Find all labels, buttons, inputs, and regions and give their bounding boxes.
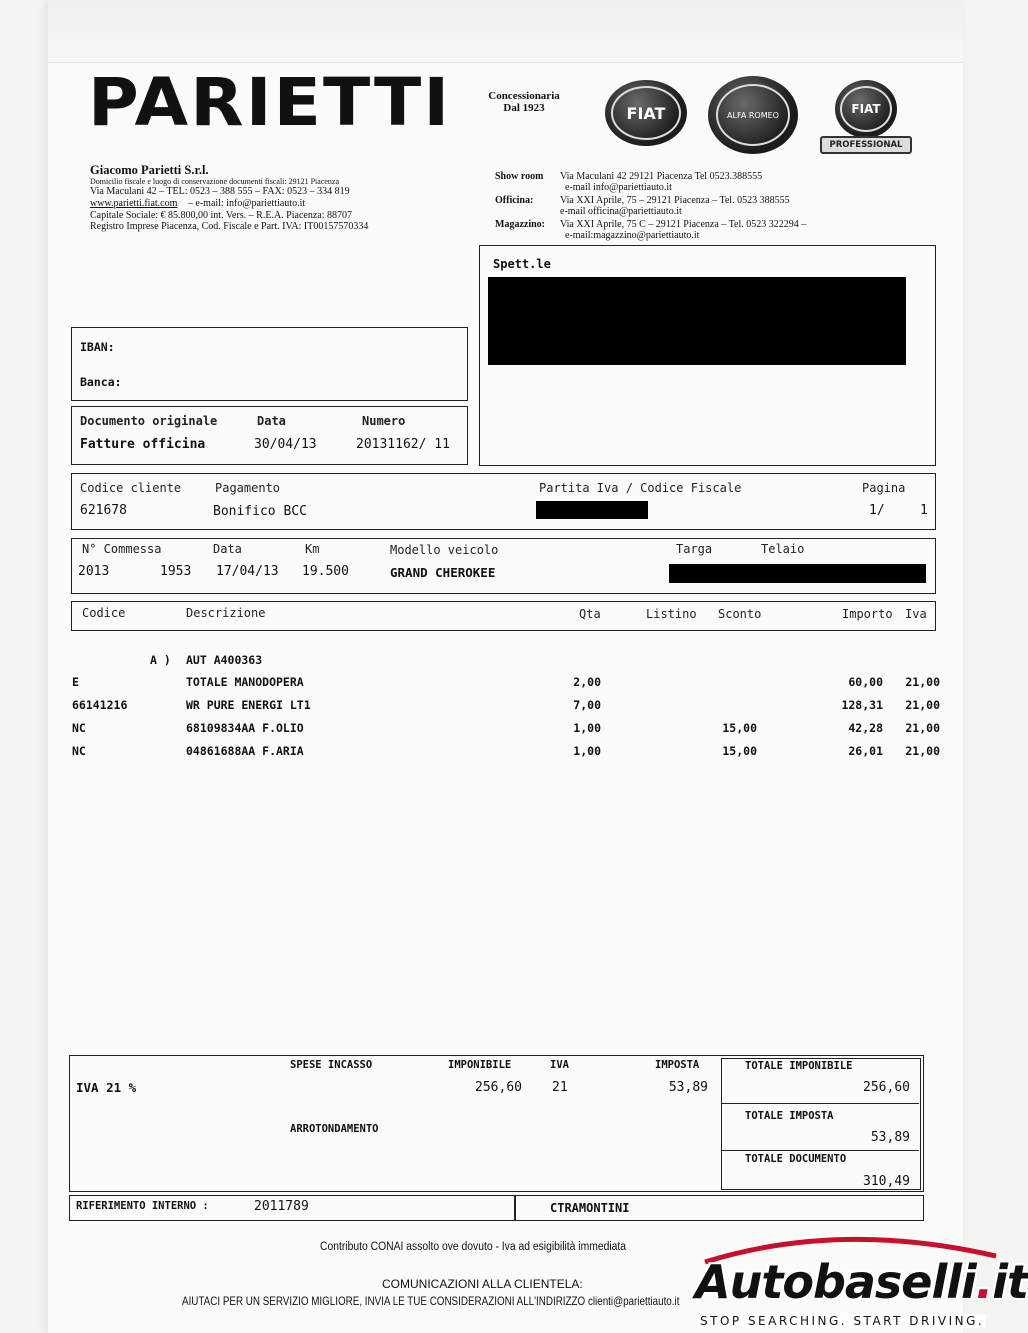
row-importo: 60,00 (848, 675, 883, 689)
fiat-professional-logo-text: FIAT (840, 86, 892, 132)
row-sconto: 15,00 (722, 721, 757, 735)
order-date-value: 17/04/13 (216, 564, 279, 579)
col-iva: Iva (905, 607, 927, 621)
row-qta: 1,00 (573, 744, 601, 758)
concessionaria-label: Concessionaria (488, 90, 560, 102)
telaio-label: Telaio (761, 542, 805, 556)
autobaselli-watermark (695, 1255, 1028, 1309)
watermark-tld: it (992, 1255, 1028, 1309)
professional-badge: PROFESSIONAL (820, 136, 912, 154)
doc-number-value: 20131162/ 11 (356, 437, 450, 452)
row-importo: 26,01 (848, 744, 883, 758)
alfa-romeo-logo (708, 76, 798, 154)
reference-divider (514, 1196, 516, 1220)
customer-comm-title: COMUNICAZIONI ALLA CLIENTELA: (382, 1277, 583, 1291)
table-row (70, 698, 942, 718)
alfa-romeo-logo-text: ALFA ROMEO (716, 84, 790, 146)
client-box (71, 473, 936, 530)
spese-incasso-label: SPESE INCASSO (290, 1059, 373, 1071)
row-importo: 42,28 (848, 721, 883, 735)
doc-original-label: Documento originale (80, 414, 218, 428)
commessa-number: 1953 (160, 564, 192, 579)
vat-code-label: Partita Iva / Codice Fiscale (539, 481, 742, 495)
iban-label: IBAN: (80, 340, 115, 354)
internal-ref-label: RIFERIMENTO INTERNO : (76, 1200, 209, 1212)
officina-address: Via XXI Aprile, 75 – 29121 Piacenza – Tel. 0523 388555 (560, 195, 790, 206)
company-name: Giacomo Parietti S.r.l. (90, 163, 209, 177)
recipient-label: Spett.le (493, 257, 551, 271)
paper-top-strip (48, 0, 963, 63)
imposta-label: IMPOSTA (655, 1059, 700, 1071)
recipient-redaction (488, 277, 906, 365)
dealer-badge (478, 90, 570, 114)
fiat-logo-text: FIAT (611, 86, 681, 140)
company-address-note: Domicilio fiscale e luogo di conservazione documenti fiscali: 29121 Piacenza (90, 177, 340, 186)
iva-rate-label: IVA 21 % (76, 1080, 137, 1095)
iva-col-label: IVA (550, 1059, 569, 1071)
company-website-link[interactable]: www.parietti.fiat.com (90, 198, 178, 209)
imponibile-value: 256,60 (475, 1080, 522, 1095)
page-current: 1/ (869, 503, 885, 518)
col-codice: Codice (82, 606, 126, 620)
totals-divider (722, 1150, 919, 1151)
row-qta: 2,00 (573, 675, 601, 689)
imponibile-label: IMPONIBILE (448, 1059, 512, 1071)
col-importo: Importo (842, 607, 893, 621)
officina-email: e-mail officina@pariettiauto.it (560, 206, 682, 217)
total-taxable-value: 256,60 (863, 1080, 910, 1095)
magazzino-email: e-mail:magazzino@pariettiauto.it (565, 230, 700, 241)
company-capital: Capitale Sociale: € 85.800,00 int. Vers. – R.E.A. Piacenza: 88707 (90, 210, 352, 221)
company-web-line (90, 198, 305, 210)
page-label: Pagina (862, 481, 906, 495)
arrotondamento-label: ARROTONDAMENTO (290, 1123, 379, 1135)
showroom-email: e-mail info@pariettiauto.it (565, 182, 672, 193)
watermark-brand: Autobaselli (695, 1255, 976, 1309)
col-listino: Listino (646, 607, 697, 621)
totals-divider (722, 1103, 919, 1104)
fiat-logo (605, 80, 687, 146)
table-row (70, 744, 942, 764)
client-code-label: Codice cliente (80, 481, 182, 495)
company-brand: PARIETTI (88, 64, 452, 141)
targa-label: Targa (676, 542, 713, 556)
total-tax-value: 53,89 (870, 1130, 910, 1145)
officina-label: Officina: (495, 195, 534, 206)
vat-code-redaction (536, 501, 648, 519)
showroom-label: Show room (495, 171, 544, 182)
total-document-label: TOTALE DOCUMENTO (745, 1153, 847, 1165)
row-importo: 128,31 (841, 698, 883, 712)
conai-note: Contributo CONAI assolto ove dovuto - Iva ad esigibilità immediata (320, 1241, 627, 1253)
magazzino-address: Via XXI Aprile, 75 C – 29121 Piacenza – Tel. 0523 322294 – (560, 219, 807, 230)
section-code: AUT A400363 (186, 653, 263, 667)
targa-telaio-redaction (669, 564, 926, 583)
doc-date-label: Data (257, 414, 286, 428)
watermark-dot: . (975, 1255, 993, 1309)
company-registry: Registro Imprese Piacenza, Cod. Fiscale e Part. IVA: IT00157570334 (90, 221, 369, 232)
row-qta: 7,00 (573, 698, 601, 712)
km-label: Km (305, 542, 320, 556)
row-qta: 1,00 (573, 721, 601, 735)
doc-date-value: 30/04/13 (254, 437, 317, 452)
row-descrizione: WR PURE ENERGI LT1 (186, 698, 311, 712)
doc-original-value: Fatture officina (80, 437, 206, 452)
total-document-value: 310,49 (863, 1174, 910, 1189)
commessa-label: N° Commessa (82, 542, 162, 556)
row-iva: 21,00 (905, 744, 940, 758)
row-descrizione: 04861688AA F.ARIA (186, 744, 304, 758)
col-sconto: Sconto (718, 607, 762, 621)
row-descrizione: TOTALE MANODOPERA (186, 675, 304, 689)
customer-comm-text: AIUTACI PER UN SERVIZIO MIGLIORE, INVIA LE TUE CONSIDERAZIONI ALL'INDIRIZZO clienti@pariettiauto.it (182, 1294, 680, 1308)
magazzino-label: Magazzino: (495, 219, 545, 230)
model-label: Modello veicolo (390, 543, 499, 557)
row-iva: 21,00 (905, 675, 940, 689)
table-row (70, 675, 942, 695)
km-value: 19.500 (302, 564, 349, 579)
client-code-value: 621678 (80, 503, 127, 518)
grand-totals-box (721, 1058, 921, 1190)
banca-label: Banca: (80, 375, 122, 389)
col-qta: Qta (579, 607, 601, 621)
watermark-tagline: STOP SEARCHING. START DRIVING. (700, 1314, 985, 1328)
section-letter: A ) (150, 653, 171, 667)
table-row (70, 721, 942, 741)
model-value: GRAND CHEROKEE (390, 565, 496, 580)
operator-name: CTRAMONTINI (550, 1201, 630, 1215)
row-iva: 21,00 (905, 698, 940, 712)
row-codice: NC (72, 744, 86, 758)
company-contact-line: Via Maculani 42 – TEL: 0523 – 388 555 – FAX: 0523 – 334 819 (90, 186, 350, 197)
payment-label: Pagamento (215, 481, 281, 495)
showroom-address: Via Maculani 42 29121 Piacenza Tel 0523.388555 (560, 171, 763, 182)
fiat-professional-logo (835, 80, 897, 138)
company-email: – e-mail: info@pariettiauto.it (187, 198, 306, 209)
order-date-label: Data (213, 542, 242, 556)
payment-value: Bonifico BCC (213, 504, 307, 519)
total-tax-label: TOTALE IMPOSTA (745, 1110, 834, 1122)
row-codice: NC (72, 721, 86, 735)
page-total: 1 (920, 503, 928, 518)
row-iva: 21,00 (905, 721, 940, 735)
row-sconto: 15,00 (722, 744, 757, 758)
iva-value: 21 (552, 1080, 568, 1095)
doc-number-label: Numero (362, 414, 406, 428)
commessa-year: 2013 (78, 564, 110, 579)
imposta-value: 53,89 (668, 1080, 708, 1095)
since-label: Dal 1923 (503, 102, 545, 114)
row-codice: E (72, 675, 79, 689)
row-codice: 66141216 (72, 698, 128, 712)
internal-ref-value: 2011789 (254, 1199, 309, 1214)
col-descrizione: Descrizione (186, 606, 266, 620)
total-taxable-label: TOTALE IMPONIBILE (745, 1060, 853, 1072)
bank-box (71, 327, 468, 401)
row-descrizione: 68109834AA F.OLIO (186, 721, 304, 735)
